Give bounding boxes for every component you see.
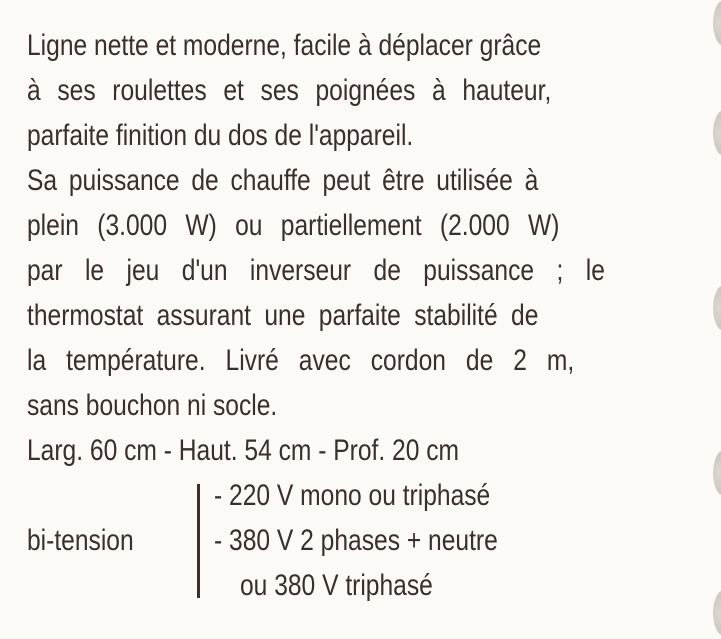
text-line: par le jeu d'un inverseur de puissance ; le	[27, 254, 605, 287]
text-line: à ses roulettes et ses poignées à hauteur,	[27, 74, 552, 107]
binder-hole-shadow	[713, 450, 721, 496]
voltage-option: - 380 V 2 phases + neutre	[214, 524, 498, 557]
bi-tension-label: bi-tension	[27, 524, 134, 557]
binder-hole-shadow	[713, 110, 721, 156]
text-line: la température. Livré avec cordon de 2 m,	[27, 344, 575, 377]
binder-hole-shadow	[713, 285, 721, 331]
text-line: sans bouchon ni socle.	[27, 389, 278, 422]
text-line: Ligne nette et moderne, facile à déplacer grâce	[27, 29, 542, 62]
brace-divider	[197, 484, 200, 598]
text-line: Sa puissance de chauffe peut être utilisée à	[27, 164, 539, 197]
voltage-option: - 220 V mono ou triphasé	[214, 479, 491, 512]
text-line: thermostat assurant une parfaite stabilité de	[27, 299, 539, 332]
text-line: parfaite finition du dos de l'appareil.	[27, 119, 414, 152]
voltage-option: ou 380 V triphasé	[240, 569, 433, 602]
dimensions-line: Larg. 60 cm - Haut. 54 cm - Prof. 20 cm	[27, 434, 460, 467]
text-line: plein (3.000 W) ou partiellement (2.000 W)	[27, 209, 560, 242]
binder-hole-shadow	[713, 590, 721, 636]
